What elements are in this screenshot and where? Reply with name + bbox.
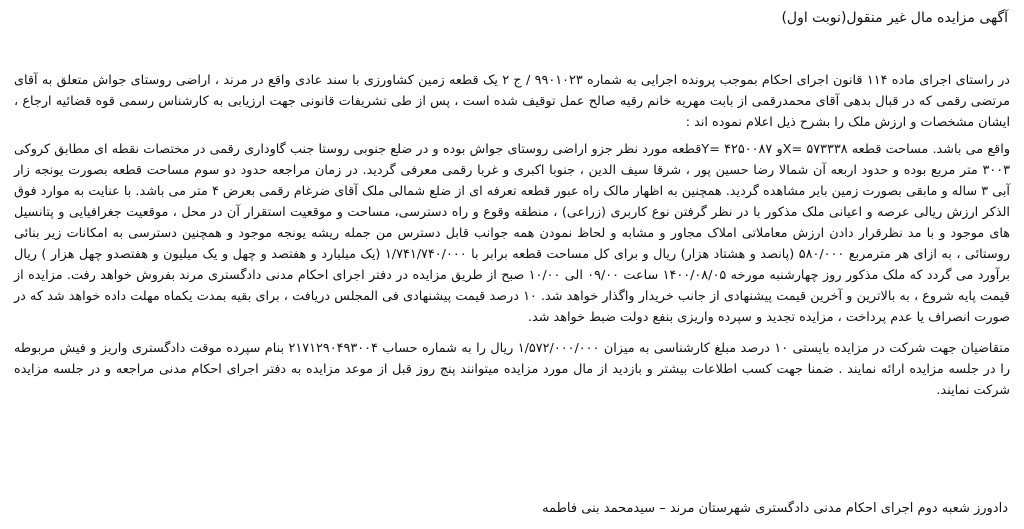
notice-paragraph-participation: متقاضیان جهت شرکت در مزایده بایستی ۱۰ درصد مبلغ کارشناسی به میزان ۱/۵۷۲/۰۰۰/۰۰۰ ریال را به شماره حساب ۲۱۷۱۲۹۰۴۹۳۰۰۴ بنام سپرده موقت دادگستری واریز و فیش مربوطه را در جلسه مزایده ارائه نمایند . ضمنا جهت کسب اطلاعات بیشتر و بازدید از مال مورد مزایده میتوانند پنج روز قبل از موعد مزایده به دفتر اجرای احکام مدنی مراجعه و در جلسه مزایده شرکت نمایند. xyxy=(14,341,1011,398)
notice-signature: دادورز شعبه دوم اجرای احکام مدنی دادگستری شهرستان مرند – سیدمحمد بنی فاطمه xyxy=(542,501,1008,516)
notice-paragraph-intro: در راستای اجرای ماده ۱۱۴ قانون اجرای احکام بموجب پرونده اجرایی به شماره ۹۹۰۱۰۲۳ / ج ۲ یک قطعه زمین کشاورزی با سند عادی واقع در مرند ، اراضی روستای جواش متعلق به آقای مرتضی رقمی که در قبال بدهی آقای محمدرقمی از بابت مهریه خانم رقیه صالح عمل توقیف شده است ، پس از طی تشریفات قانونی جهت ارزیابی به کارشناس رسمی قوه قضائیه ارجاع ، ایشان مشخصات و ارزش ملک را بشرح ذیل اعلام نموده اند : xyxy=(14,73,1010,130)
notice-title: آگهی مزایده مال غیر منقول(نوبت اول) xyxy=(781,10,1008,26)
notice-paragraph-property-details: واقع می باشد. مساحت قطعه ۵۷۳۳۳۸ =Xو ۴۲۵۰۰۸۷ =Yقطعه مورد نظر جزو اراضی روستای جواش بوده و در ضلع جنوبی روستا جنب گاوداری رقمی در مختصات نقطه ای مطابق کروکی ۳۰۰۳ متر مربع بوده و حدود اربعه آن شمالا رضا حسین پور ، شرقا سیف الدین ، جنوبا اکبری و غربا رقمی معرفی گردید. در زمان مراجعه حدود دو سوم مساحت قطعه بصورت یونجه زار آبی ۳ ساله و مابقی بصورت زمین بایر مشاهده گردید. همچنین به اظهار مالک راه عبور قطعه تعرفه ای از ضلع شمالی ملک آقای ضرغام رقمی بعرض ۴ متر می باشد. با عنایت به موارد فوق الذکر ارزش ریالی عرصه و اعیانی ملک مذکور با در نظر گرفتن نوع کاربری (زراعی) ، منطقه وقوع و راه دسترسی، مساحت و موقعیت استقرار آن در محل ، موقعیت جغرافیایی و پتانسیل های موجود و با مد نظرقرار دادن ارزش معاملاتی املاک مجاور و مشابه و لحاظ نمودن همه جوانب قابل دسترس من جمله ریشه یونجه موجود و همچنین دسترسی به امکانات زیر بنائی روستائی ، به ازای هر مترمربع ۵۸۰/۰۰۰ (پانصد و هشتاد هزار) ریال و برای کل مساحت قطعه برابر با ۱/۷۴۱/۷۴۰/۰۰۰ (یک میلیارد و هفتصد و چهل و یک میلیون و هفتصدو چهل هزار ) ریال برآورد می گردد که ملک مذکور روز چهارشنبه مورخه ۱۴۰۰/۰۸/۰۵ ساعت ۰۹/۰۰ الی ۱۰/۰۰ صبح از طریق مزایده در دفتر اجرای احکام مدنی دادگستری مرند بفروش خواهد رفت. مزایده از قیمت پایه شروع ، به بالاترین و آخرین قیمت پیشنهادی از جانب خریدار واگذار خواهد شد. ۱۰ درصد قیمت پیشنهادی فی المجلس دریافت ، برای بقیه بمدت یکماه مهلت داده خواهد شد که در صورت انصراف یا عدم پرداخت ، مزایده تجدید و سپرده واریزی بنفع دولت ضبط خواهد شد. xyxy=(14,142,1011,325)
notice-body xyxy=(14,70,1010,410)
